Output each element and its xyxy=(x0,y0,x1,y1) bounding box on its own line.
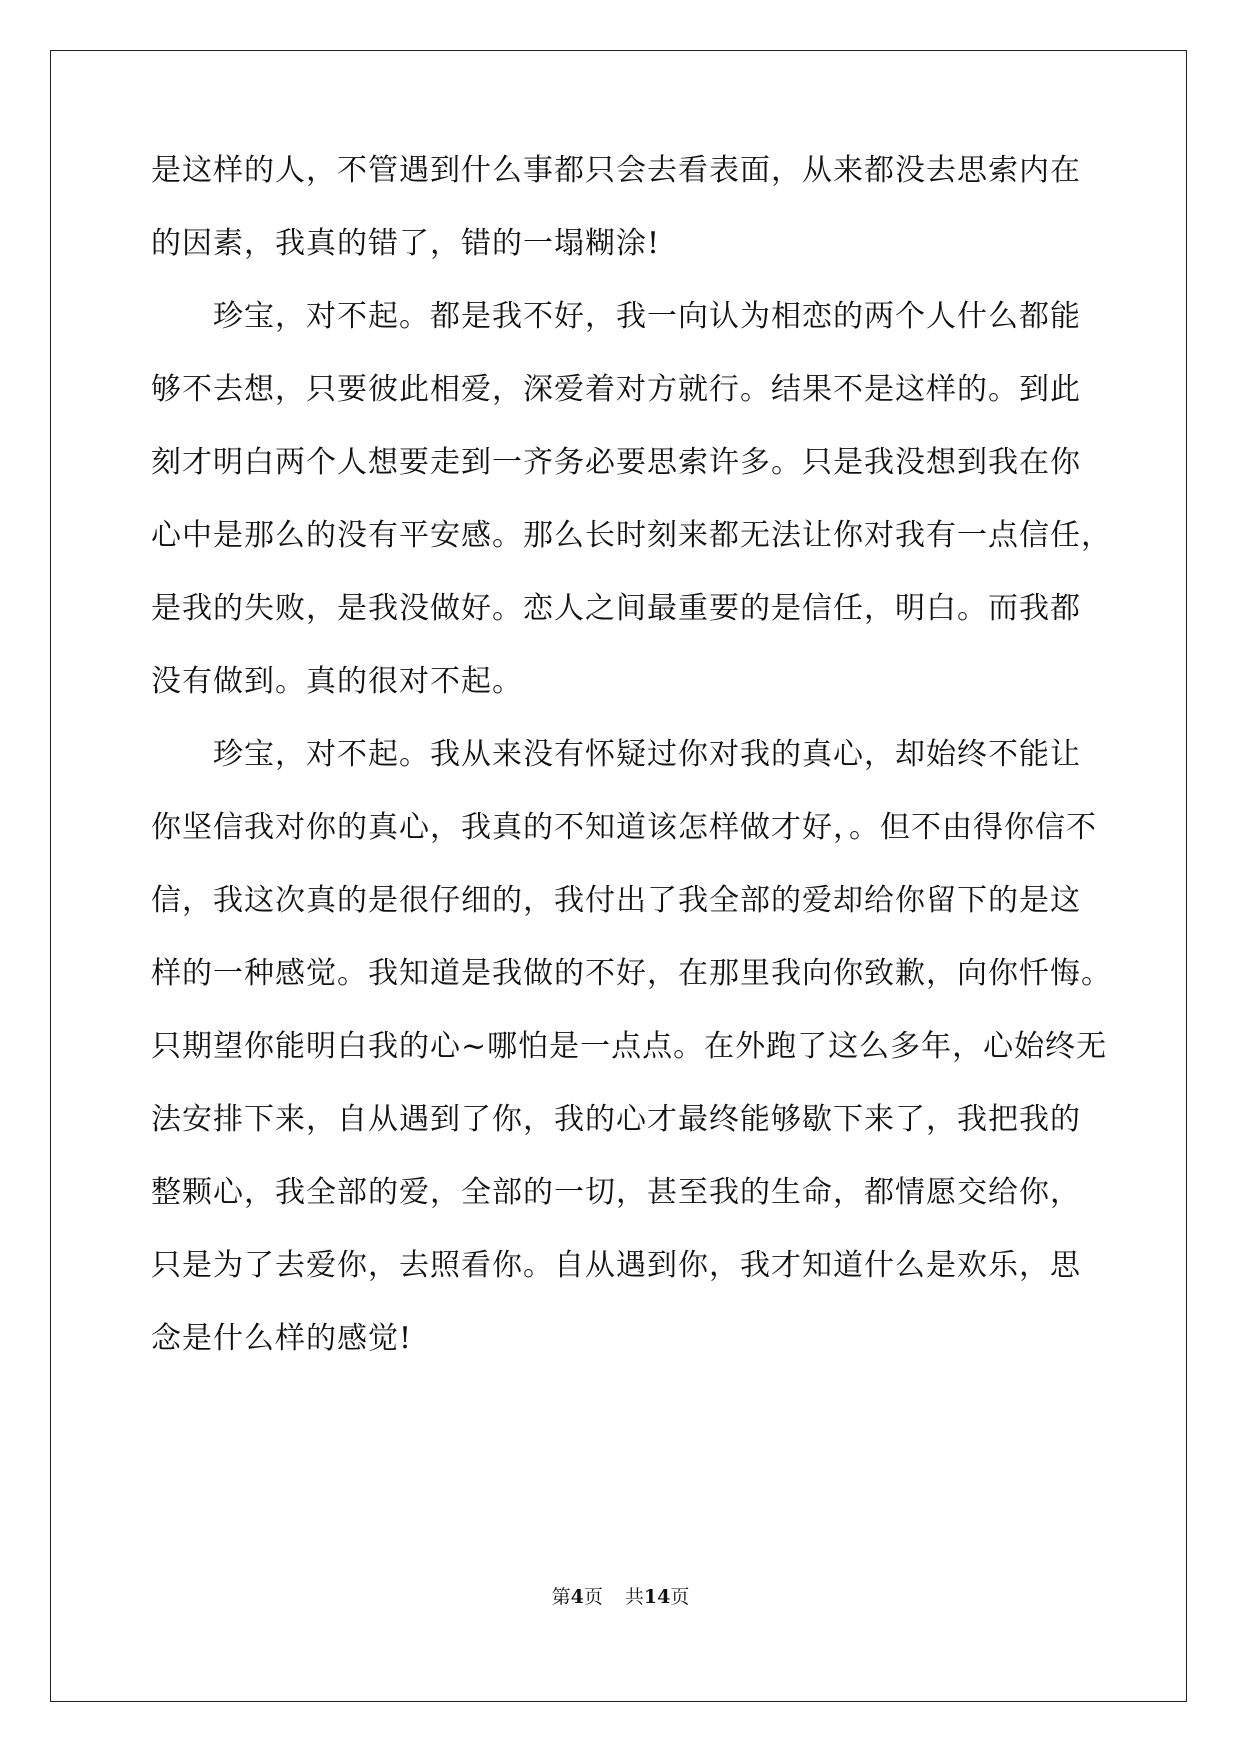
total-pages: 14 xyxy=(643,1586,671,1608)
page-label-prefix: 第 xyxy=(551,1586,571,1608)
text-line: 信，我这次真的是很仔细的，我付出了我全部的爱却给你留下的是这 xyxy=(151,883,1081,918)
text-line: 刻才明白两个人想要走到一齐务必要思索许多。只是我没想到我在你 xyxy=(151,445,1081,480)
total-label-prefix: 共 xyxy=(624,1586,644,1608)
text-line: 够不去想，只要彼此相爱，深爱着对方就行。结果不是这样的。到此 xyxy=(151,372,1081,407)
text-line: 样的一种感觉。我知道是我做的不好，在那里我向你致歉，向你忏悔。 xyxy=(151,956,1112,991)
text-line: 的因素，我真的错了，错的一塌糊涂! xyxy=(151,226,661,261)
paragraph-start-line: 珍宝，对不起。我从来没有怀疑过你对我的真心，却始终不能让 xyxy=(213,737,1081,772)
text-line: 只是为了去爱你，去照看你。自从遇到你，我才知道什么是欢乐，思 xyxy=(151,1248,1081,1283)
text-line: 心中是那么的没有平安感。那么长时刻来都无法让你对我有一点信任， xyxy=(151,518,1112,553)
page-number: 4 xyxy=(570,1586,584,1608)
text-line: 法安排下来，自从遇到了你，我的心才最终能够歇下来了，我把我的 xyxy=(151,1102,1081,1137)
text-line: 念是什么样的感觉! xyxy=(151,1321,413,1356)
total-label-suffix: 页 xyxy=(670,1586,690,1608)
text-line: 只期望你能明白我的心~哪怕是一点点。在外跑了这么多年，心始终无 xyxy=(151,1029,1108,1064)
text-line: 没有做到。真的很对不起。 xyxy=(151,664,523,699)
text-line: 你坚信我对你的真心，我真的不知道该怎样做才好，。但不由得你信不 xyxy=(151,810,1097,845)
text-line: 整颗心，我全部的爱，全部的一切，甚至我的生命，都情愿交给你， xyxy=(151,1175,1081,1210)
page-footer xyxy=(0,1585,1241,1609)
text-line: 是我的失败，是我没做好。恋人之间最重要的是信任，明白。而我都 xyxy=(151,591,1081,626)
page-label-suffix: 页 xyxy=(583,1586,603,1608)
text-line: 是这样的人，不管遇到什么事都只会去看表面，从来都没去思索内在 xyxy=(151,153,1081,188)
paragraph-start-line: 珍宝，对不起。都是我不好，我一向认为相恋的两个人什么都能 xyxy=(213,299,1081,334)
